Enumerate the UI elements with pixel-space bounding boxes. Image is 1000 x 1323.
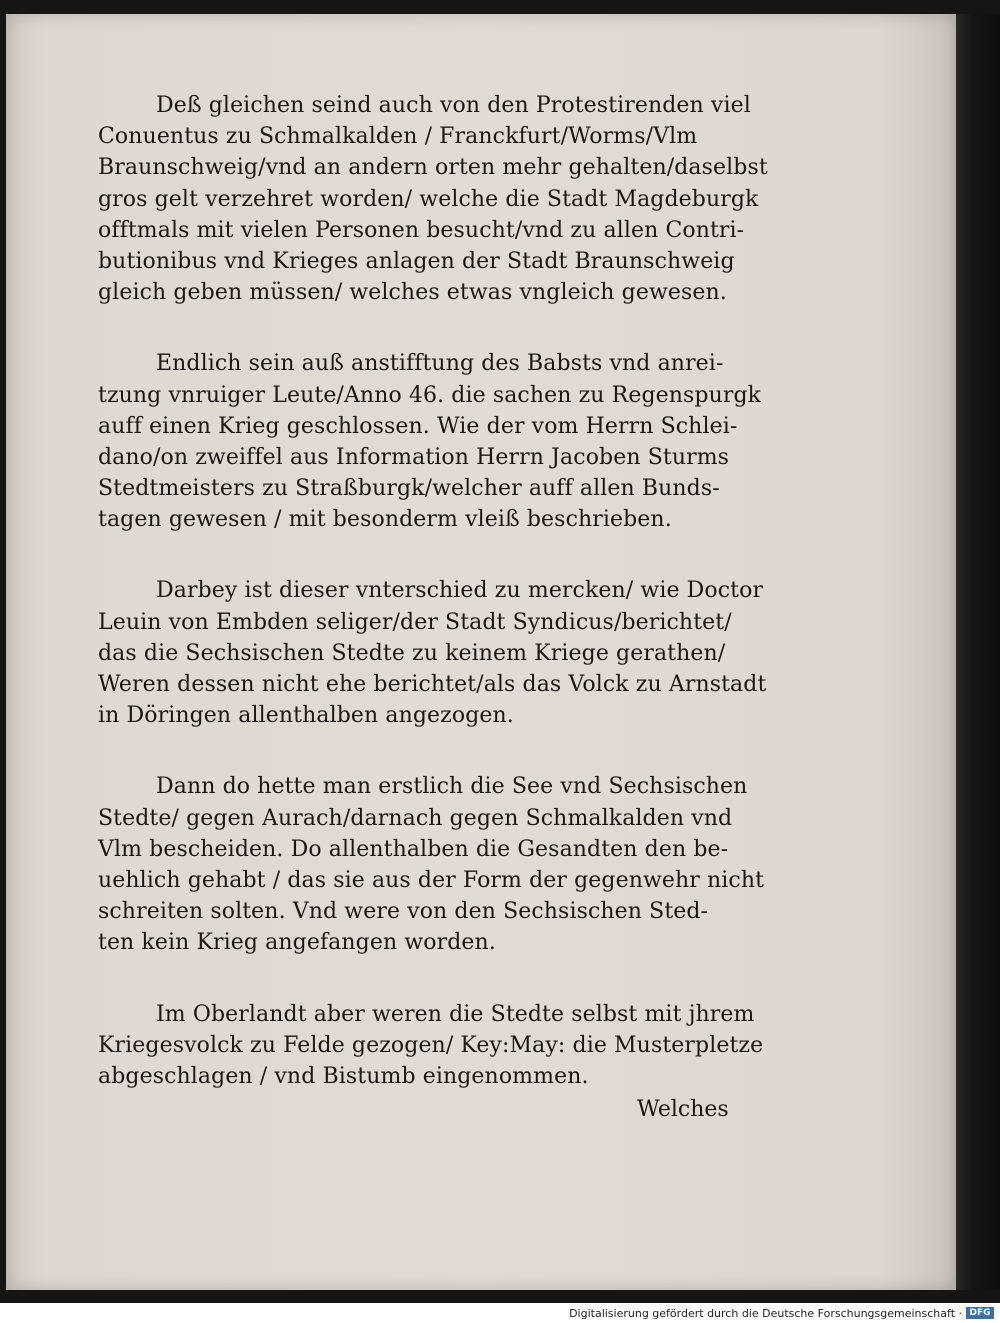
book-gutter bbox=[956, 14, 1000, 1290]
text-line: Braunschweig/vnd an andern orten mehr gehalten/daselbst bbox=[98, 155, 768, 181]
text-line: dano/on zweiffel aus Information Herrn Jacoben Sturms bbox=[98, 444, 730, 470]
text-line: Stedtmeisters zu Straßburgk/welcher auff allen Bunds- bbox=[98, 476, 720, 502]
text-line: Im Oberlandt aber weren die Stedte selbst mit jhrem bbox=[156, 1001, 755, 1027]
text-line: Leuin von Embden seliger/der Stadt Syndicus/berichtet/ bbox=[98, 609, 732, 635]
paragraph-1 bbox=[98, 90, 768, 308]
text-line: Vlm bescheiden. Do allenthalben die Gesandten den be- bbox=[98, 836, 729, 862]
text-line: tagen gewesen / mit besonderm vleiß beschrieben. bbox=[98, 507, 672, 533]
footer-bar bbox=[0, 1303, 1000, 1323]
text-line: abgeschlagen / vnd Bistumb eingenommen. bbox=[98, 1063, 589, 1089]
page-text-block bbox=[98, 90, 768, 1132]
text-line: Deß gleichen seind auch von den Protestirenden viel bbox=[156, 93, 751, 118]
text-line: tzung vnruiger Leute/Anno 46. die sachen zu Regenspurgk bbox=[98, 382, 762, 408]
text-line: Stedte/ gegen Aurach/darnach gegen Schmalkalden vnd bbox=[98, 805, 733, 831]
text-line: butionibus vnd Krieges anlagen der Stadt Braunschweig bbox=[98, 248, 735, 274]
funding-notice: Digitalisierung gefördert durch die Deutsche Forschungsgemeinschaft · bbox=[569, 1307, 962, 1320]
paragraph-5 bbox=[98, 999, 764, 1093]
text-line: Darbey ist dieser vnterschied zu mercken/ wie Doctor bbox=[156, 578, 764, 604]
text-line: offtmals mit vielen Personen besucht/vnd zu allen Contri- bbox=[98, 217, 745, 243]
dfg-logo-icon: DFG bbox=[966, 1307, 994, 1319]
text-line: schreiten solten. Vnd were von den Sechsischen Sted- bbox=[98, 899, 709, 925]
text-line: Kriegesvolck zu Felde gezogen/ Key:May: die Musterpletze bbox=[98, 1032, 764, 1058]
text-line: auff einen Krieg geschlossen. Wie der vom Herrn Schlei- bbox=[98, 413, 738, 439]
book-page bbox=[6, 14, 956, 1290]
text-line: Endlich sein auß anstifftung des Babsts vnd anrei- bbox=[156, 351, 724, 377]
catchword: Welches bbox=[637, 1097, 729, 1122]
text-line: Weren dessen nicht ehe berichtet/als das Volck zu Arnstadt bbox=[98, 672, 767, 697]
text-line: uehlich gehabt / das sie aus der Form der gegenwehr nicht bbox=[98, 867, 765, 893]
text-line: gros gelt verzehret worden/ welche die Stadt Magdeburgk bbox=[98, 186, 759, 212]
text-line: Conuentus zu Schmalkalden / Franckfurt/Worms/Vlm bbox=[98, 124, 698, 150]
text-line: das die Sechsischen Stedte zu keinem Kriege gerathen/ bbox=[98, 640, 726, 666]
paragraph-4 bbox=[98, 771, 765, 958]
text-line: ten kein Krieg angefangen worden. bbox=[98, 930, 496, 956]
paragraph-3 bbox=[98, 575, 767, 731]
text-line: in Döringen allenthalben angezogen. bbox=[98, 703, 514, 729]
paragraph-2 bbox=[98, 348, 762, 535]
text-line: gleich geben müssen/ welches etwas vngleich gewesen. bbox=[98, 280, 727, 306]
text-line: Dann do hette man erstlich die See vnd Sechsischen bbox=[156, 774, 748, 800]
